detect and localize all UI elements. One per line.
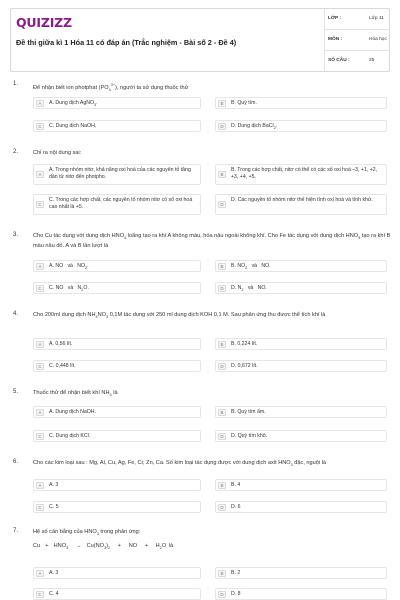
option-text: B. 2: [231, 570, 241, 576]
option-text: A. 0,56 lít.: [49, 341, 73, 347]
option-b[interactable]: [215, 164, 387, 185]
option-letter: B: [218, 263, 226, 270]
option-text: B. 0,224 lít.: [231, 341, 258, 347]
option-text: D. 8: [231, 591, 241, 597]
meta-subject-value: Hóa học: [369, 37, 387, 42]
option-letter: D: [218, 433, 226, 440]
option-a[interactable]: [33, 567, 201, 579]
option-letter: D: [218, 504, 226, 511]
option-letter: C: [36, 433, 44, 440]
option-d[interactable]: [215, 194, 387, 215]
option-letter: B: [218, 570, 226, 577]
option-text: B. $NO_2$ và NO.: [231, 263, 271, 271]
option-text: D. 6: [231, 504, 241, 510]
option-d[interactable]: [215, 282, 387, 294]
option-text: B. Trong các hợp chất, nitơ có thể có các số oxi hoá –3, +1, +2, +3, +4, +5.: [231, 167, 378, 181]
option-a[interactable]: [33, 406, 201, 418]
option-letter: C: [36, 591, 44, 598]
option-text: B. Quỳ tím.: [231, 100, 257, 106]
option-letter: B: [218, 482, 226, 489]
option-c[interactable]: [33, 430, 201, 442]
option-letter: D: [218, 591, 226, 598]
question-number: 5.: [13, 389, 19, 395]
quizizz-logo: QUIZIZZ: [16, 15, 72, 30]
option-b[interactable]: [215, 479, 387, 491]
option-c[interactable]: [33, 282, 201, 294]
meta-count-label: SỐ CÂU :: [328, 58, 350, 63]
meta-count-value: 25: [369, 58, 375, 63]
option-text: A. 3: [49, 570, 59, 576]
meta-count-row: [324, 51, 390, 72]
question-number: 2.: [13, 149, 19, 155]
option-b[interactable]: [215, 567, 387, 579]
option-a[interactable]: [33, 338, 201, 350]
option-letter: A: [36, 171, 44, 178]
option-d[interactable]: [215, 588, 387, 600]
option-b[interactable]: [215, 338, 387, 350]
option-text: A. Dung dịch NaOH.: [49, 409, 96, 415]
question-number: 7.: [13, 528, 19, 534]
option-text: D. $N_2$ và NO.: [231, 285, 267, 293]
option-text: C. 0,448 lít.: [49, 363, 76, 369]
meta-class-value: Lớp 11: [369, 16, 384, 21]
option-text: C. Trong các hợp chất, các nguyên tố nhóm nitơ có số oxi hoá cao nhất là +5.: [49, 197, 193, 211]
option-d[interactable]: [215, 360, 387, 372]
option-text: D. 0,672 lít.: [231, 363, 258, 369]
option-c[interactable]: [33, 360, 201, 372]
option-text: C. 4: [49, 591, 59, 597]
option-d[interactable]: [215, 430, 387, 442]
option-letter: B: [218, 341, 226, 348]
option-letter: B: [218, 409, 226, 416]
question-number: 3.: [13, 232, 19, 238]
option-letter: C: [36, 123, 44, 130]
option-b[interactable]: [215, 260, 387, 272]
option-text: A. 3: [49, 482, 59, 488]
option-text: C. NO và $N_2O$.: [49, 285, 89, 293]
worksheet-header: [10, 8, 390, 72]
question-text: Cho 200ml dung dịch $NH_4NO_3$ 0,1M tác dụng với 250 ml dung dịch KOH 0,1 M. Sau phản ứng thu được thể tích khí là: [33, 312, 326, 320]
option-c[interactable]: [33, 501, 201, 513]
option-b[interactable]: [215, 97, 387, 109]
question-text: Hệ số cân bằng của $HNO_3$ trong phản ứng:: [33, 529, 141, 537]
option-letter: B: [218, 171, 226, 178]
option-text: B. Quỳ tím ẩm.: [231, 409, 266, 415]
option-letter: A: [36, 570, 44, 577]
meta-subject-row: [324, 30, 390, 51]
option-a[interactable]: [33, 260, 201, 272]
option-text: D. Các nguyên tố nhóm nitơ thể hiện tính oxi hoá và tính khử.: [231, 197, 373, 203]
option-letter: A: [36, 341, 44, 348]
question-number: 1.: [13, 81, 19, 87]
question-text: Cho Cu tác dụng với dung dịch $HNO_3$ loãng tạo ra khí A không màu, hóa nâu ngoài không khí. Cho Fe tác dụng với dung dịch $HNO_3$ tạo ra khí B màu nâu đỏ. A và B lần lượt là: [33, 233, 391, 250]
option-c[interactable]: [33, 588, 201, 600]
meta-class-label: LỚP :: [328, 16, 342, 21]
option-letter: A: [36, 100, 44, 107]
option-letter: D: [218, 123, 226, 130]
option-text: C. 5: [49, 504, 59, 510]
option-a[interactable]: [33, 479, 201, 491]
option-text: C. Dung dịch NaOH.: [49, 123, 97, 129]
option-c[interactable]: [33, 120, 201, 132]
option-letter: D: [218, 285, 226, 292]
question-text: Thuốc thử để nhận biết khí $NH_3$ là: [33, 390, 118, 398]
option-letter: A: [36, 409, 44, 416]
option-letter: A: [36, 263, 44, 270]
option-b[interactable]: [215, 406, 387, 418]
option-letter: C: [36, 285, 44, 292]
option-text: A. Dung dịch AgNO$_3$.: [49, 100, 98, 108]
option-text: D. Quỳ tím khô.: [231, 433, 268, 439]
question-number: 6.: [13, 459, 19, 465]
question-text: Để nhận biết ion photphat $(PO_4^{3-})$, người ta sử dụng thuốc thử: [33, 83, 189, 92]
question-text: Chỉ ra nội dung sai:: [33, 150, 82, 156]
option-text: D. Dung dịch BaCl$_2$.: [231, 123, 278, 131]
option-letter: A: [36, 482, 44, 489]
option-d[interactable]: [215, 120, 387, 132]
option-a[interactable]: [33, 164, 201, 185]
option-c[interactable]: [33, 194, 201, 215]
option-a[interactable]: [33, 97, 201, 109]
option-letter: D: [218, 201, 226, 208]
option-text: B. 4: [231, 482, 241, 488]
option-text: C. Dung dịch KCl.: [49, 433, 91, 439]
option-letter: D: [218, 363, 226, 370]
option-letter: C: [36, 363, 44, 370]
page-title: Đề thi giữa kì 1 Hóa 11 có đáp án (Trắc nghiệm - Bài số 2 - Đề 4): [16, 38, 237, 47]
option-letter: C: [36, 201, 44, 208]
meta-subject-label: MÔN :: [328, 37, 343, 42]
option-letter: C: [36, 504, 44, 511]
option-d[interactable]: [215, 501, 387, 513]
option-letter: B: [218, 100, 226, 107]
question-number: 4.: [13, 311, 19, 317]
option-text: A. NO và $NO_2$.: [49, 263, 89, 271]
meta-class-row: [324, 9, 390, 30]
option-text: A. Trong nhóm nitơ, khả năng oxi hoá của các nguyên tố tăng dần từ nitơ đến photpho.: [49, 167, 191, 181]
reaction-equation: $Cu + HNO_3 \to Cu(NO_3)_2$ + NO + $H_2O$ là: [33, 543, 174, 551]
question-text: Cho các kim loại sau : Mg, Al, Cu, Ag, Fe, Cr, Zn, Ca. Số kim loại tác dụng được với dung dịch axit $HNO_3$ đặc, nguội là: [33, 460, 327, 468]
